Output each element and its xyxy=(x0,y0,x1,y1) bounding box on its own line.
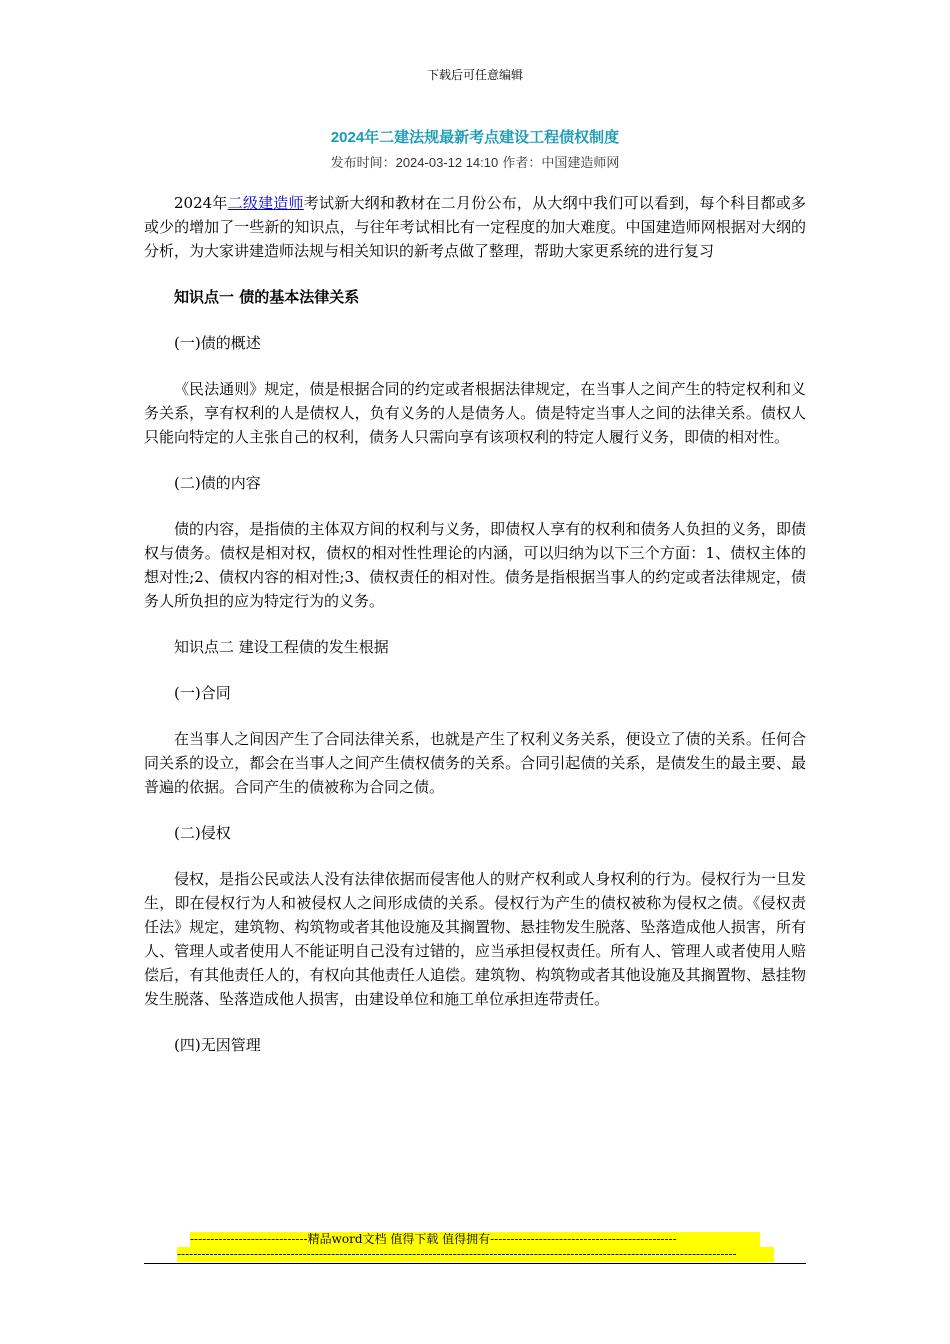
publish-time: 2024-03-12 14:10 xyxy=(395,155,499,170)
subheading-negotiorum-gestio: (四)无因管理 xyxy=(174,1036,261,1054)
article-body xyxy=(144,191,806,1079)
paragraph-tort: 侵权，是指公民或法人没有法律依据而侵害他人的财产权利或人身权利的行为。侵权行为一旦发生，即在侵权行为人和被侵权人之间形成债的关系。侵权行为产生的债权被称为侵权之债。《侵权责任法》规定，建筑物、构筑物或者其他设施及其搁置物、悬挂物发生脱落、坠落造成他人损害，所有人、管理人或者使用人不能证明自己没有过错的，应当承担侵权责任。所有人、管理人或者使用人赔偿后，有其他责任人的，有权向其他责任人追偿。建筑物、构筑物或者其他设施及其搁置物、悬挂物发生脱落、坠落造成他人损害，由建设单位和施工单位承担连带责任。 xyxy=(144,870,806,1008)
author-name: 中国建造师网 xyxy=(541,156,620,171)
page-header: 下载后可任意编辑 xyxy=(426,68,523,82)
author-label: 作者： xyxy=(498,156,542,171)
subheading-contract: (一)合同 xyxy=(174,684,231,702)
section-heading-2: 知识点二 建设工程债的发生根据 xyxy=(174,638,389,656)
paragraph-overview: 《民法通则》规定，债是根据合同的约定或者根据法律规定，在当事人之间产生的特定权利和义务关系，享有权利的人是债权人，负有义务的人是债务人。债是特定当事人之间的法律关系。债权人只能向特定的人主张自己的权利，债务人只需向享有该项权利的特定人履行义务，即债的相对性。 xyxy=(144,380,806,446)
subheading-content: (二)债的内容 xyxy=(174,474,261,492)
footer-banner-line-2: ------------------------------------------------------------------------------------------------------------------------------------------ xyxy=(177,1247,774,1262)
article-meta xyxy=(0,152,950,171)
footer-divider xyxy=(144,1263,806,1264)
article-title: 2024年二建法规最新考点建设工程债权制度 xyxy=(330,129,620,146)
intro-suffix: 考试新大纲和教材在二月份公布，从大纲中我们可以看到，每个科目都或多或少的增加了一些新的知识点，与往年考试相比有一定程度的加大难度。中国建造师网根据对大纲的分析，为大家讲建造师法规与相关知识的新考点做了整理，帮助大家更系统的进行复习 xyxy=(144,194,806,260)
paragraph-contract: 在当事人之间因产生了合同法律关系，也就是产生了权利义务关系，便设立了债的关系。任何合同关系的设立，都会在当事人之间产生债权债务的关系。合同引起债的关系，是债发生的最主要、最普遍的依据。合同产生的债被称为合同之债。 xyxy=(144,730,806,796)
publish-label: 发布时间： xyxy=(330,156,396,171)
section-heading-1: 知识点一 债的基本法律关系 xyxy=(174,288,360,306)
paragraph-content: 债的内容，是指债的主体双方间的权利与义务，即债权人享有的权利和债务人负担的义务，即债权与债务。债权是相对权，债权的相对性性理论的内涵，可以归纳为以下三个方面：1、债权主体的想对性;2、债权内容的相对性;3、债权责任的相对性。债务是指根据当事人的约定或者法律规定，债务人所负担的应为特定行为的义务。 xyxy=(144,520,806,610)
link-second-class-constructor[interactable]: 二级建造师 xyxy=(227,194,304,212)
intro-prefix: 2024年 xyxy=(174,194,228,212)
subheading-tort: (二)侵权 xyxy=(174,824,231,842)
subheading-overview: (一)债的概述 xyxy=(174,334,261,352)
footer-banner-line-1: -----------------------------精品word文档 值得下载 值得拥有---------------------------------------------- xyxy=(190,1232,760,1247)
intro-paragraph xyxy=(144,191,806,263)
